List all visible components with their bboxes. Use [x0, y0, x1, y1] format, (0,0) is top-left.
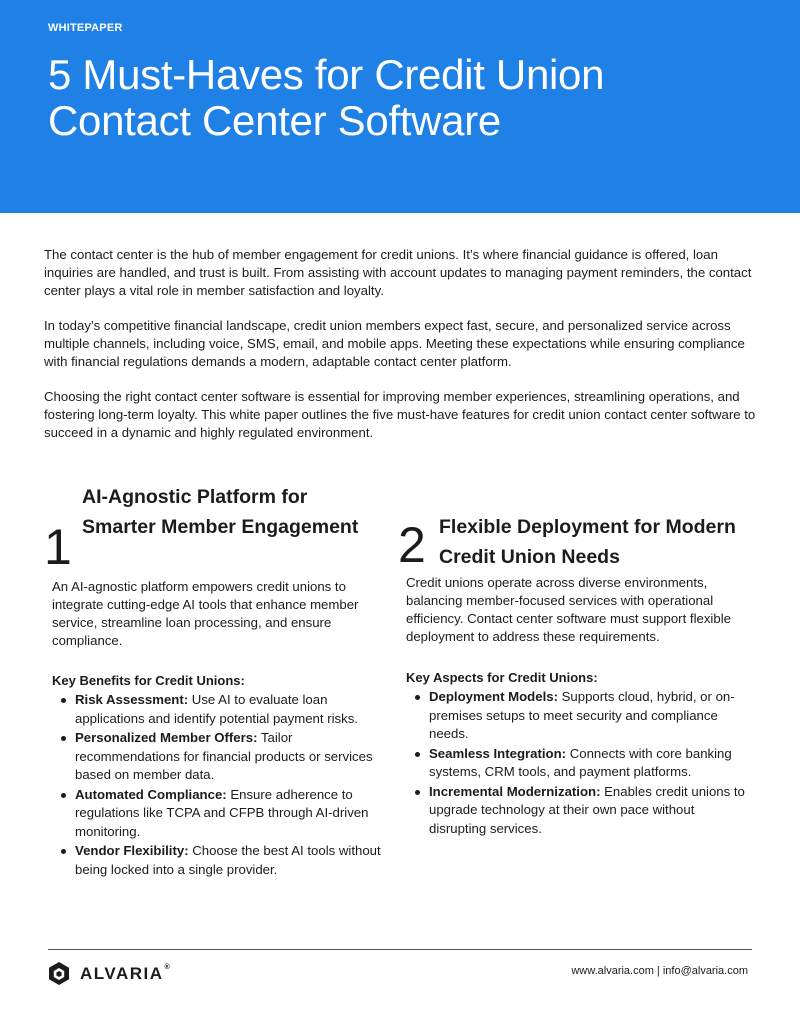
bullet-icon [61, 698, 66, 703]
header-banner [0, 0, 800, 213]
logo-wordmark [80, 964, 171, 984]
list-item-label: Deployment Models: [429, 689, 558, 704]
feature-aspects-list [406, 688, 751, 839]
footer-divider [48, 949, 752, 950]
list-item-text: Connects with core banking systems, CRM tools, and payment platforms. [429, 745, 732, 779]
document-type-label: WHITEPAPER [48, 22, 123, 34]
feature-heading: Flexible Deployment for Modern Credit Union Needs [439, 516, 736, 568]
bullet-icon [61, 793, 66, 798]
list-item [406, 688, 751, 744]
list-item-text: Choose the best AI tools without being locked into a single provider. [75, 843, 381, 877]
page-title: 5 Must-Haves for Credit Union Contact Center Software [48, 51, 605, 144]
feature-description: An AI-agnostic platform empowers credit unions to integrate cutting-edge AI tools that enhance member service, streamline loan processing, and ensure compliance. [52, 579, 359, 648]
list-item-label: Automated Compliance: [75, 786, 227, 802]
list-item-text: Tailor recommendations for financial products or services based on member data. [75, 730, 373, 782]
feature-number: 1 [44, 519, 72, 575]
list-item [406, 783, 751, 839]
logo-wordmark-text: ALVARIA [80, 963, 164, 983]
intro-paragraph: In today’s competitive financial landscape, credit union members expect fast, secure, and personalized service across multiple channels, including voice, SMS, email, and mobile apps. Meeting these expectations while ensuring compliance with financial regulations demands a modern, adaptable contact center platform. [44, 318, 745, 369]
bullet-icon [415, 695, 420, 700]
intro-paragraph: Choosing the right contact center software is essential for improving member experiences, streamlining operations, and fostering long-term loyalty. This white paper outlines the five must-have features for credit union contact center software to succeed in a dynamic and highly regulated environment. [44, 389, 756, 440]
list-item [52, 729, 400, 785]
feature-heading: AI-Agnostic Platform for Smarter Member Engagement [82, 486, 359, 538]
feature-list-title: Key Benefits for Credit Unions: [52, 673, 245, 688]
list-item-label: Incremental Modernization: [429, 783, 601, 799]
contact-info[interactable]: www.alvaria.com | info@alvaria.com [571, 965, 748, 977]
list-item-label: Vendor Flexibility: [75, 843, 189, 858]
bullet-icon [61, 736, 66, 741]
list-item [52, 786, 400, 842]
intro-section [44, 246, 759, 459]
list-item [52, 691, 400, 728]
list-item-text: Ensure adherence to regulations like TCPA and CFPB through AI-driven monitoring. [75, 786, 369, 839]
alvaria-logo[interactable] [48, 961, 171, 986]
intro-paragraph: The contact center is the hub of member engagement for credit unions. It’s where financial guidance is offered, loan inquiries are handled, and trust is built. From assisting with account updates to managing payment reminders, the contact center plays a vital role in member satisfaction and loyalty. [44, 247, 752, 298]
feature-number: 2 [398, 517, 426, 573]
list-item-label: Personalized Member Offers: [75, 730, 258, 745]
bullet-icon [61, 849, 66, 854]
bullet-icon [415, 790, 420, 795]
list-item-text: Enables credit unions to upgrade technology at their own pace without disrupting services. [429, 783, 745, 836]
list-item-label: Risk Assessment: [75, 692, 189, 707]
hexagon-logo-icon [48, 961, 70, 986]
bullet-icon [415, 752, 420, 757]
list-item-label: Seamless Integration: [429, 745, 567, 761]
list-item-text: Supports cloud, hybrid, or on-premises setups to meet security and compliance needs. [429, 689, 735, 741]
feature-description: Credit unions operate across diverse environments, balancing member-focused services with operational efficiency. Contact center software must support flexible deployment to address these requirements. [406, 575, 731, 644]
registered-mark: ® [164, 963, 172, 971]
list-item-text: Use AI to evaluate loan applications and identify potential payment risks. [75, 692, 358, 726]
feature-list-title: Key Aspects for Credit Unions: [406, 670, 598, 685]
feature-benefits-list [52, 691, 400, 880]
list-item [406, 745, 751, 782]
list-item [52, 842, 400, 879]
